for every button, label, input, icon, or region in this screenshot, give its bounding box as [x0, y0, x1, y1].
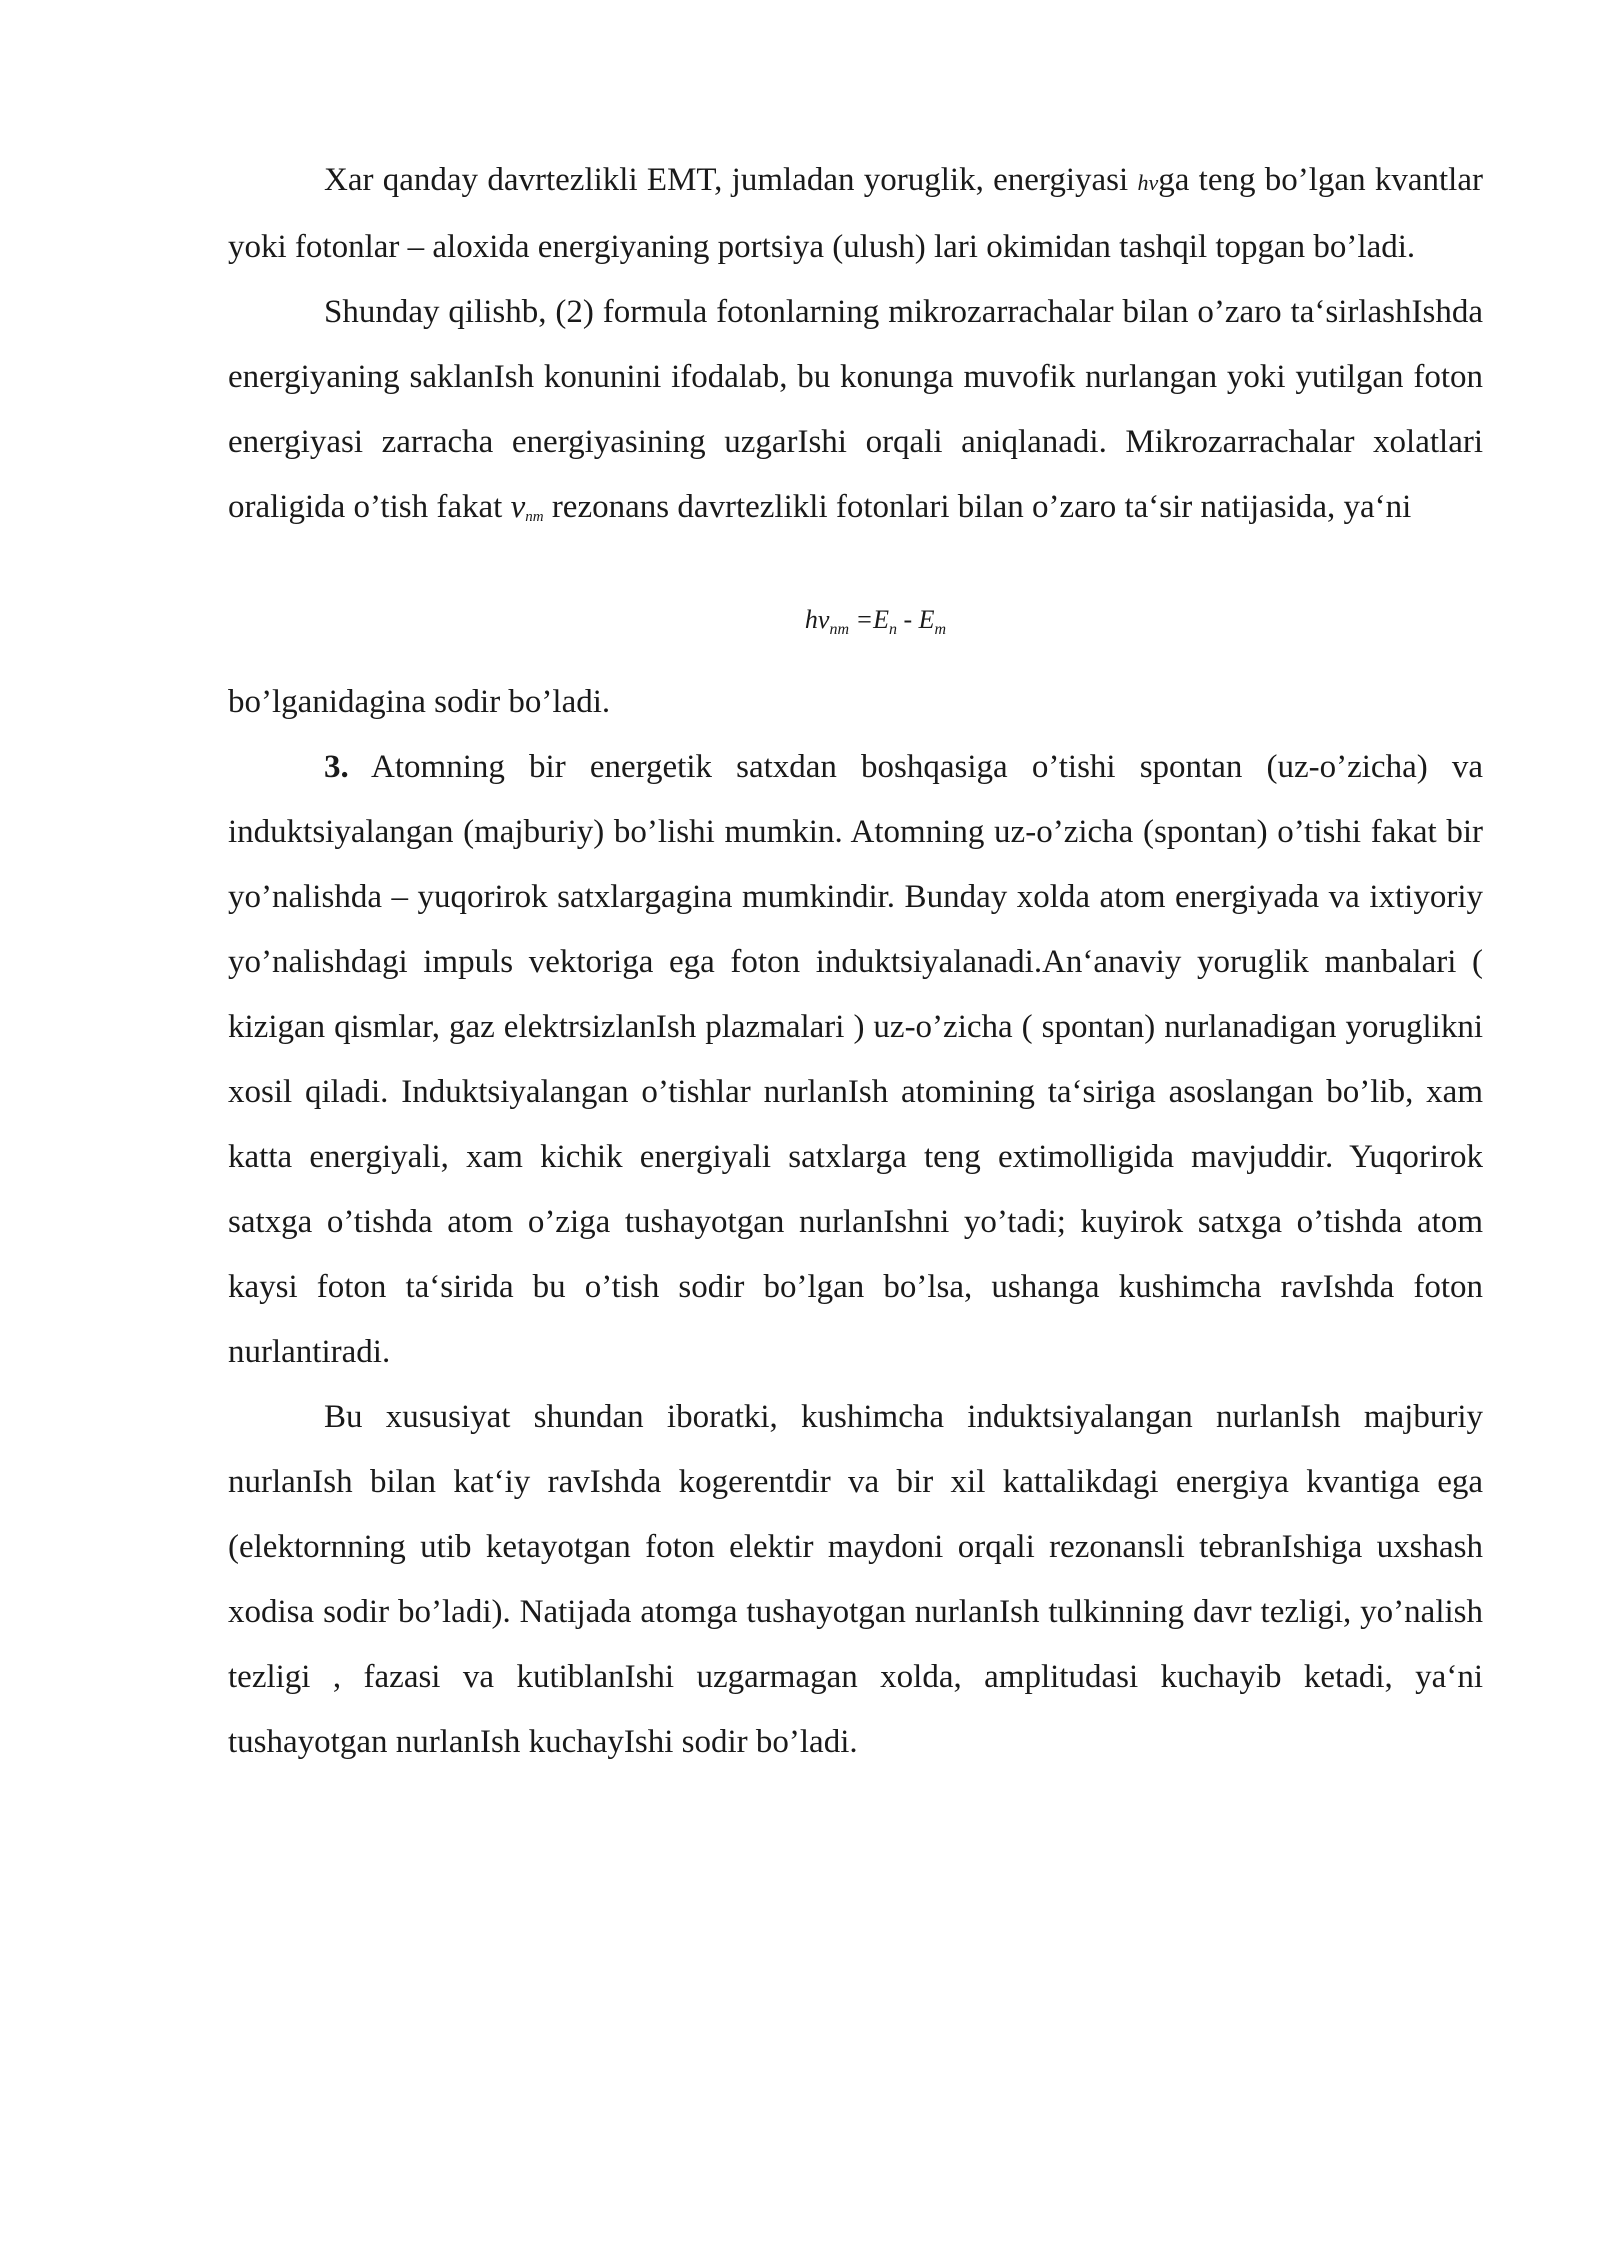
paragraph-3: bo’lganidagina sodir bo’ladi. [228, 684, 611, 720]
formula-nu-nm-inline: $\nu_{nm}$ [510, 489, 544, 525]
paragraph-2-text-a: Shunday qilishb, (2) formula fotonlarning mikrozarrachalar bilan o’zaro ta‘sirlashIshda energiyaning saklanIsh konunini ifodalab, bu konunga muvofik nurlangan yoki yutilgan foton energiyasi zarracha energiyasining uzgarIshi orqali aniqlanadi. Mikrozarrachalar xolatlari oraligida o’tish fakat [228, 294, 1483, 525]
paragraph-1-text-a: Xar qanday davrtezlikli EMT, jumladan yoruglik, energiyasi [324, 162, 1138, 198]
display-formula: $h\nu_{nm} =E_n - E_m$ [804, 605, 947, 638]
paragraph-2 [228, 280, 1483, 550]
paragraph-4 [228, 735, 1483, 1385]
paragraph-1-text-b: ga teng bo’lgan kvantlar yoki fotonlar – aloxida energiyaning portsiya (ulush) lari okimidan tashqil topgan bo’ladi. [228, 162, 1483, 265]
formula-h-nu-inline: hν [1137, 170, 1159, 195]
section-number: 3. [324, 749, 349, 785]
paragraph-5: Bu xususiyat shundan iboratki, kushimcha induktsiyalangan nurlanIsh majburiy nurlanIsh bilan kat‘iy ravIshda kogerentdir va bir xil kattalikdagi energiya kvantiga ega (elektornning utib ketayotgan foton elektir maydoni orqali rezonansli tebranIshiga uxshash xodisa sodir bo’ladi). Natijada atomga tushayotgan nurlanIsh tulkinning davr tezligi, yo’nalish tezligi , fazasi va kutiblanIshi uzgarmagan xolda, amplitudasi kuchayib ketadi, ya‘ni tushayotgan nurlanIsh kuchayIshi sodir bo’ladi. [228, 1399, 1483, 1760]
paragraph-4-text: Atomning bir energetik satxdan boshqasiga o’tishi spontan (uz-o’zicha) va induktsiyalangan (majburiy) bo’lishi mumkin. Atomning uz-o’zicha (spontan) o’tishi fakat bir yo’nalishda – yuqorirok satxlargagina mumkindir. Bunday xolda atom energiyada va ixtiyoriy yo’nalishdagi impuls vektoriga ega foton induktsiyalanadi.An‘anaviy yoruglik manbalari ( kizigan qismlar, gaz elektrsizlanIsh plazmalari ) uz-o’zicha ( spontan) nurlanadigan yoruglikni xosil qiladi. Induktsiyalangan o’tishlar nurlanIsh atomining ta‘siriga asoslangan bo’lib, xam katta energiyali, xam kichik energiyali satxlarga teng extimolligida mavjuddir. Yuqorirok satxga o’tishda atom o’ziga tushayotgan nurlanIshni yo’tadi; kuyirok satxga o’tishda atom kaysi foton ta‘sirida bu o’tish sodir bo’lgan bo’lsa, ushanga kushimcha ravIshda foton nurlantiradi. [228, 749, 1483, 1370]
paragraph-1 [228, 148, 1483, 280]
paragraph-2-text-b: rezonans davrtezlikli fotonlari bilan o’zaro ta‘sir natijasida, ya‘ni [543, 489, 1412, 525]
document-page [228, 148, 1483, 1775]
